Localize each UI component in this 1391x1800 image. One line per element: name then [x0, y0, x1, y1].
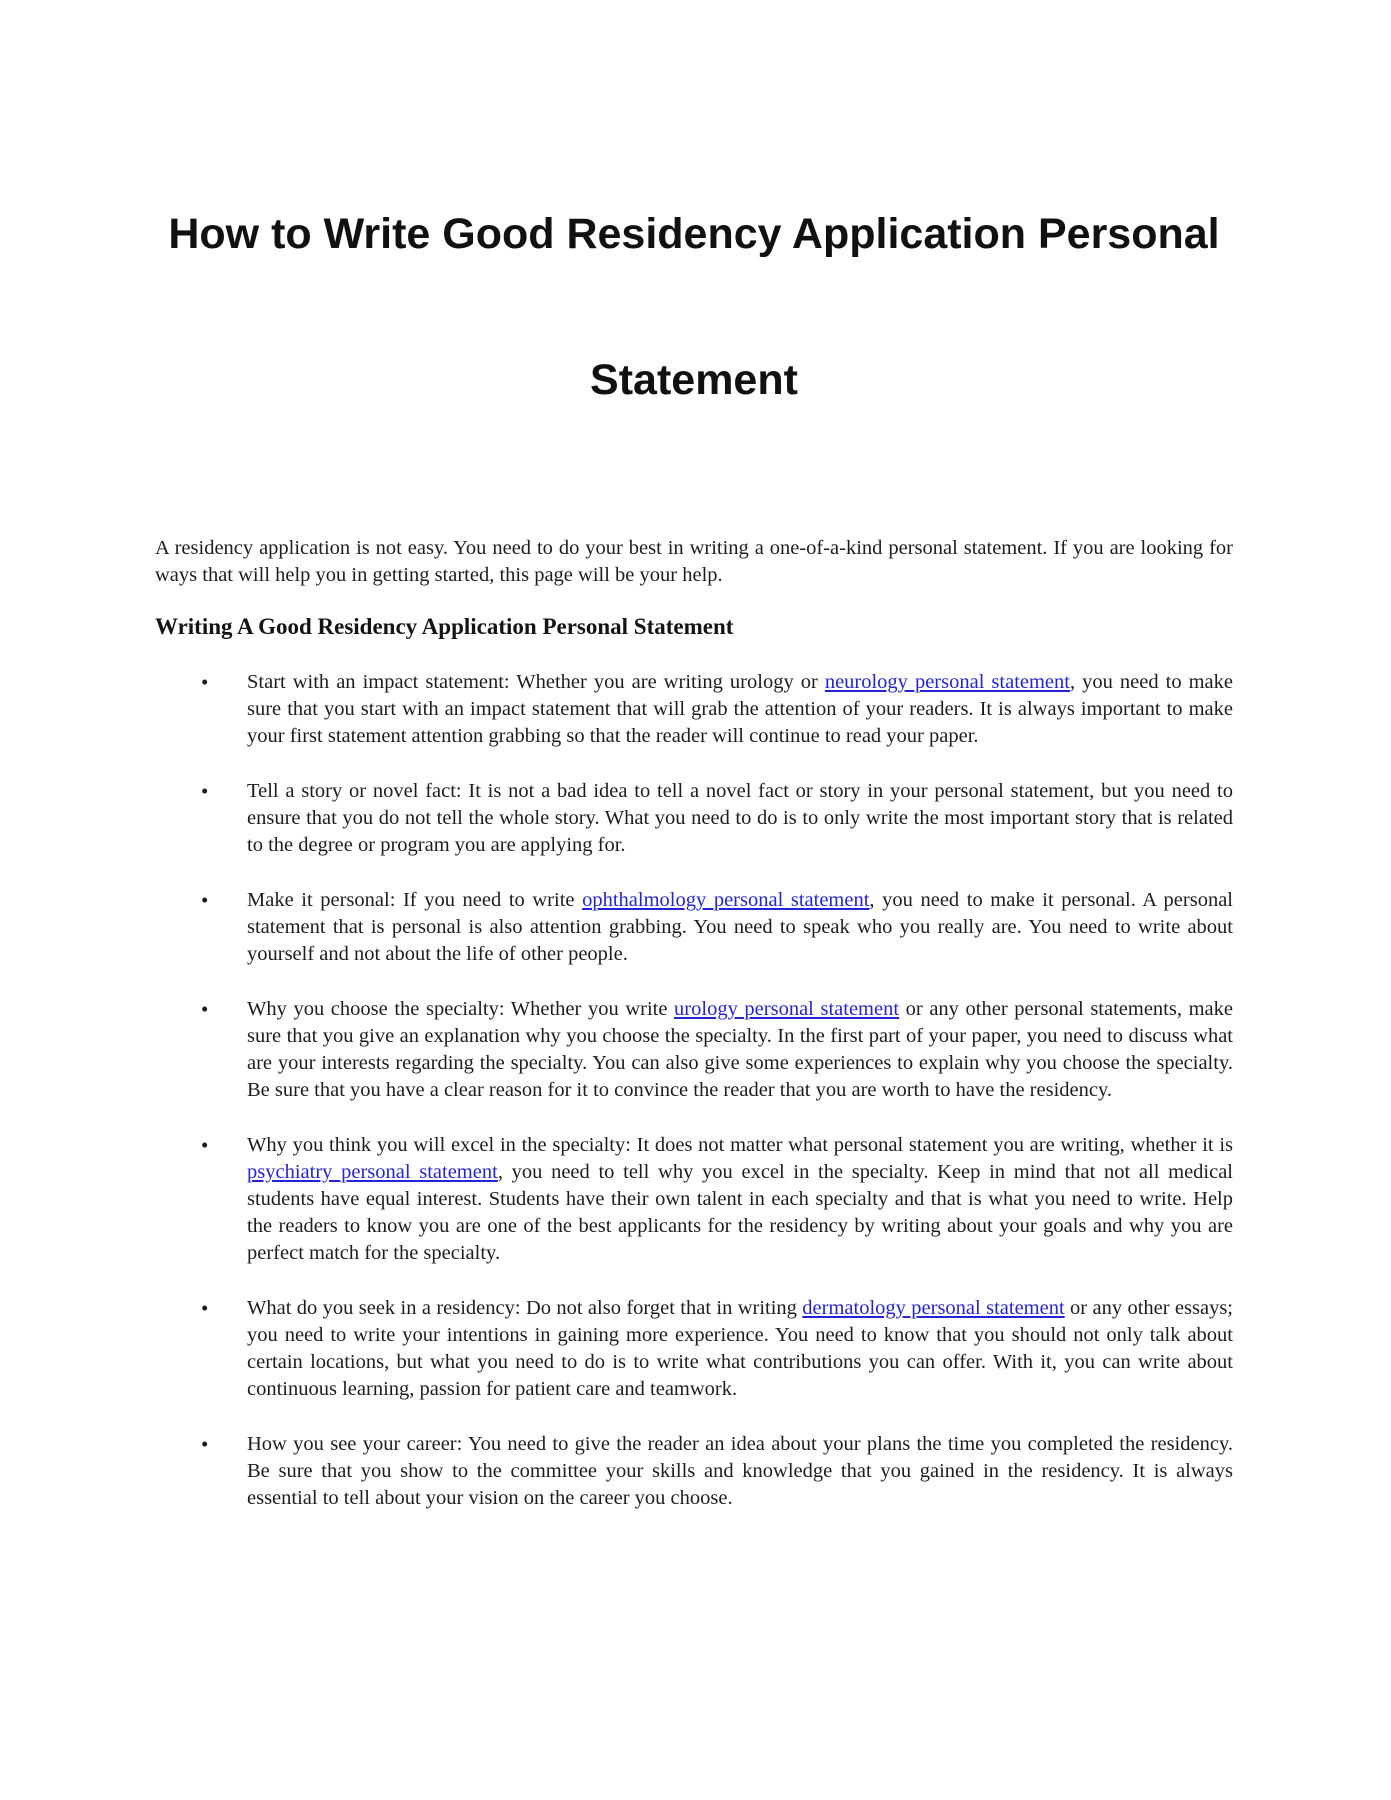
- bullet-text-segment: What do you seek in a residency: Do not also forget that in writing: [247, 1297, 803, 1319]
- bullet-item: [155, 1431, 1233, 1512]
- psychiatry-personal-statement-link[interactable]: psychiatry personal statement: [247, 1161, 498, 1183]
- bullet-text-segment: , you need to make it personal. A personal statement that is personal is also attention grabbing. You need to speak who you really are. You need to write about yourself and not about the life of other people.: [247, 889, 1233, 965]
- bullet-text-segment: Tell a story or novel fact: It is not a bad idea to tell a novel fact or story in your personal statement, but you need to ensure that you do not tell the whole story. What you need to do is to only write the most important story that is related to the degree or program you are applying for.: [247, 780, 1233, 856]
- bullet-text-segment: Start with an impact statement: Whether you are writing urology or: [247, 671, 825, 693]
- bullet-item: [155, 1295, 1233, 1403]
- document-title-line-1: How to Write Good Residency Application Personal: [168, 210, 1220, 258]
- bullet-item: [155, 887, 1233, 968]
- bullet-text-segment: Why you choose the specialty: Whether you write: [247, 998, 675, 1020]
- bullet-text-segment: , you need to tell why you excel in the specialty. Keep in mind that not all medical students have equal interest. Students have their own talent in each specialty and that is what you need to write. Help the readers to know you are one of the best applicants for the residency by writing about your goals and why you are perfect match for the specialty.: [247, 1161, 1234, 1264]
- dermatology-personal-statement-link[interactable]: dermatology personal statement: [802, 1297, 1065, 1319]
- bullet-text-segment: Why you think you will excel in the specialty: It does not matter what personal statement you are writing, whether it is: [247, 1134, 1233, 1156]
- intro-paragraph: A residency application is not easy. You need to do your best in writing a one-of-a-kind personal statement. If you are looking for ways that will help you in getting started, this page will be your help.: [155, 537, 1233, 586]
- urology-personal-statement-link[interactable]: urology personal statement: [674, 998, 900, 1020]
- bullet-text-segment: How you see your career: You need to give the reader an idea about your plans the time you completed the residency. Be sure that you show to the committee your skills and knowledge that you gained in the residency. It is always essential to tell about your vision on the career you choose.: [247, 1433, 1233, 1509]
- bullet-list: [155, 669, 1233, 1512]
- bullet-text-segment: Make it personal: If you need to write: [247, 889, 583, 911]
- ophthalmology-personal-statement-link[interactable]: ophthalmology personal statement: [582, 889, 870, 911]
- neurology-personal-statement-link[interactable]: neurology personal statement: [824, 671, 1070, 693]
- bullet-item: [155, 996, 1233, 1104]
- section-heading: Writing A Good Residency Application Personal Statement: [155, 614, 734, 639]
- bullet-item: [155, 1132, 1233, 1267]
- bullet-item: [155, 778, 1233, 859]
- document-title-line-2: Statement: [590, 356, 798, 404]
- bullet-text-segment: , you need to make sure that you start with an impact statement that will grab the attention of your readers. It is always important to make your first statement attention grabbing so that the reader will continue to read your paper.: [247, 671, 1233, 747]
- bullet-text-segment: or any other essays; you need to write your intentions in gaining more experience. You need to know that you should not only talk about certain locations, but what you need to do is to write what contributions you can offer. With it, you can write about continuous learning, passion for patient care and teamwork.: [247, 1297, 1234, 1400]
- bullet-item: [155, 669, 1233, 750]
- document-title: [155, 210, 1233, 405]
- bullet-text-segment: or any other personal statements, make sure that you give an explanation why you choose the specialty. In the first part of your paper, you need to discuss what are your interests regarding the specialty. You can also give some experiences to explain why you choose the specialty. Be sure that you have a clear reason for it to convince the reader that you are worth to have the residency.: [247, 998, 1233, 1101]
